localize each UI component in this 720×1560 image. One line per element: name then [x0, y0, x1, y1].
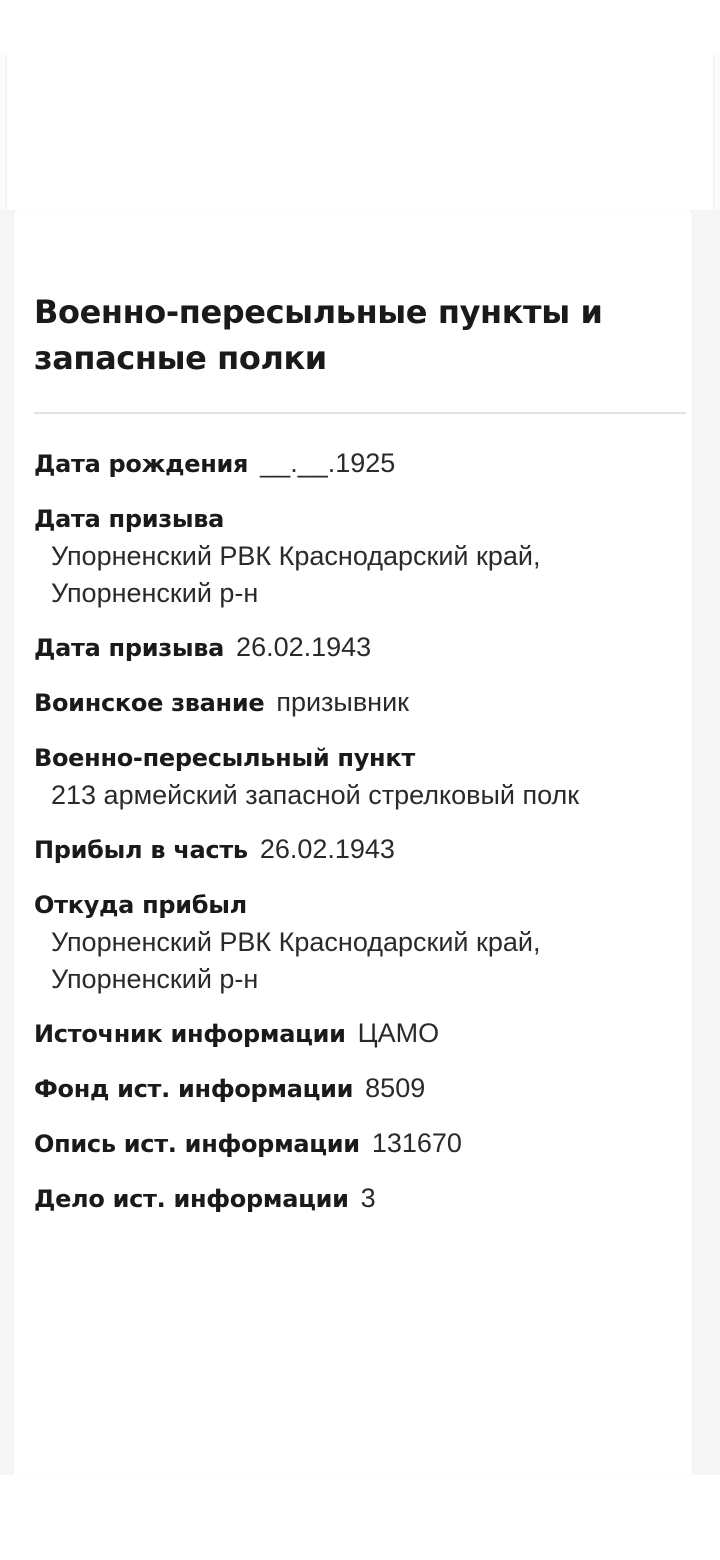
- field-arrived-from: [34, 886, 674, 998]
- field-label: Дата рождения: [34, 450, 249, 478]
- field-label: Воинское звание: [34, 689, 265, 717]
- record-fields: [34, 445, 674, 1235]
- field-value: 213 армейский запасной стрелковый полк: [51, 780, 580, 810]
- field-info-fond: [34, 1070, 674, 1108]
- field-value: Упорненский РВК Краснодарский край, Упорненский р-н: [51, 541, 541, 608]
- field-value: 3: [360, 1183, 376, 1213]
- field-label: Откуда прибыл: [34, 891, 247, 919]
- field-info-source: [34, 1015, 674, 1053]
- title-divider: [34, 412, 686, 414]
- field-rank: [34, 684, 674, 722]
- field-value: 8509: [365, 1073, 426, 1103]
- record-card: [14, 213, 692, 1475]
- field-label: Военно-пересыльный пункт: [34, 744, 415, 772]
- field-label: Источник информации: [34, 1020, 346, 1048]
- background-panel-right-top: [713, 55, 720, 215]
- field-draft-office: [34, 500, 674, 612]
- field-label: Фонд ист. информации: [34, 1075, 354, 1103]
- field-label: Опись ист. информации: [34, 1130, 360, 1158]
- field-transit-point: [34, 739, 674, 814]
- field-label: Прибыл в часть: [34, 836, 248, 864]
- field-value: __.__.1925: [260, 448, 396, 478]
- background-panel-left: [0, 210, 15, 1475]
- field-value: 26.02.1943: [259, 834, 395, 864]
- field-value: 26.02.1943: [236, 632, 372, 662]
- field-label: Дело ист. информации: [34, 1185, 349, 1213]
- field-label: Дата призыва: [34, 505, 225, 533]
- field-info-case: [34, 1180, 674, 1218]
- field-birth-date: [34, 445, 674, 483]
- field-value: 131670: [371, 1128, 462, 1158]
- background-panel-right: [691, 210, 720, 1475]
- card-title: Военно-пересыльные пункты и запасные полки: [34, 293, 603, 377]
- field-value: ЦАМО: [357, 1018, 440, 1048]
- field-value: призывник: [276, 687, 409, 717]
- field-arrival-date: [34, 831, 674, 869]
- background-panel-left-top: [0, 55, 7, 215]
- field-info-inventory: [34, 1125, 674, 1163]
- field-label: Дата призыва: [34, 634, 225, 662]
- field-value: Упорненский РВК Краснодарский край, Упорненский р-н: [51, 927, 541, 994]
- field-draft-date: [34, 629, 674, 667]
